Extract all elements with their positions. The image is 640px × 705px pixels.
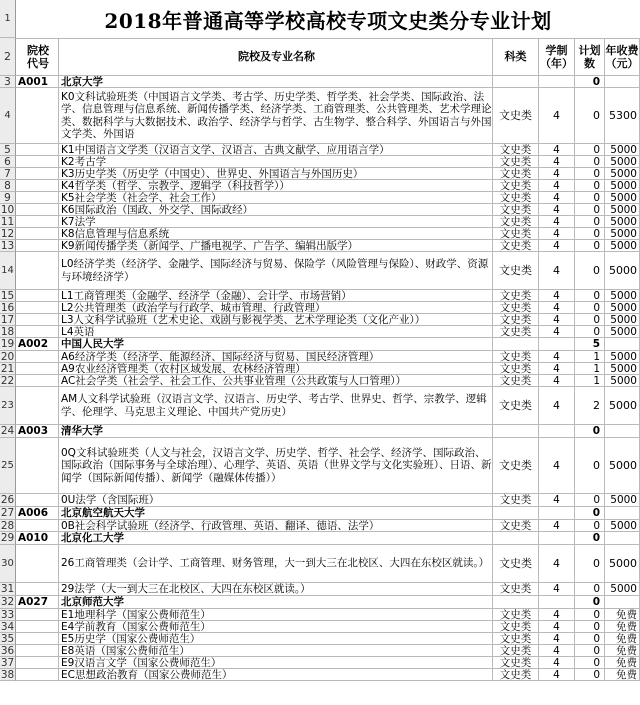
program-row	[0, 363, 640, 375]
row-number[interactable]: 11	[0, 216, 15, 228]
years: 4	[539, 314, 575, 326]
category: 文史类	[493, 88, 539, 144]
years: 4	[539, 204, 575, 216]
header-fee: 年收费 （元）	[605, 38, 640, 76]
program-name: K2考古学	[59, 156, 493, 168]
years: 4	[539, 438, 575, 494]
school-code	[16, 645, 59, 657]
row-number[interactable]: 23	[0, 387, 16, 425]
years: 4	[539, 228, 575, 240]
school-code: A002	[16, 338, 59, 351]
years: 4	[539, 545, 575, 583]
title-row	[0, 0, 640, 38]
program-row	[0, 314, 640, 326]
program-name: K8信息管理与信息系统	[59, 228, 493, 240]
program-name: 0U法学（含国际班）	[59, 494, 493, 507]
years: 4	[539, 363, 575, 375]
program-row	[0, 645, 640, 657]
school-code	[16, 633, 59, 645]
program-name: L0经济学类（经济学、金融学、国际经济与贸易、保险学（风险管理与保险）、财政学、资源与环境经济学）	[59, 252, 493, 290]
program-name: K6国际政治（国政、外交学、国际政经）	[59, 204, 493, 216]
row-number[interactable]: 37	[0, 657, 15, 669]
category: 文史类	[493, 204, 539, 216]
years: 4	[539, 621, 575, 633]
years: 4	[539, 351, 575, 363]
quota: 0	[575, 192, 605, 204]
row-number[interactable]: 20	[0, 351, 15, 363]
program-name: E9汉语言文学（国家公费师范生）	[59, 657, 493, 669]
category: 文史类	[493, 494, 539, 507]
category: 文史类	[493, 240, 539, 252]
university-row	[0, 532, 640, 545]
annual-fee: 5000	[605, 351, 640, 363]
row-number[interactable]: 32	[0, 596, 15, 608]
program-name: K5社会学类（社会学、社会工作）	[59, 192, 493, 204]
school-code	[16, 609, 59, 621]
annual-fee: 5000	[605, 180, 640, 192]
program-name: K3历史学类（历史学（中国史）、世界史、外国语言与外国历史）	[59, 168, 493, 180]
school-code	[16, 228, 59, 240]
school-code	[16, 375, 59, 387]
years: 4	[539, 645, 575, 657]
years: 4	[539, 326, 575, 338]
row-number[interactable]: 9	[0, 192, 16, 204]
school-code	[16, 192, 59, 204]
header-quota: 计划 数	[575, 38, 605, 76]
category: 文史类	[493, 168, 539, 180]
school-code	[16, 180, 59, 192]
years: 4	[539, 88, 575, 144]
annual-fee: 5000	[605, 545, 640, 583]
category	[493, 507, 539, 520]
years: 4	[539, 156, 575, 168]
quota: 0	[575, 596, 605, 609]
row-number[interactable]: 36	[0, 645, 15, 657]
row-number[interactable]: 1	[0, 0, 16, 38]
school-code	[16, 326, 59, 338]
category: 文史类	[493, 216, 539, 228]
school-code	[16, 545, 59, 583]
quota: 0	[575, 168, 605, 180]
quota: 0	[575, 645, 605, 657]
program-name: K0文科试验班类（中国语言文学类、考古学、历史学类、哲学类、社会学类、国际政治、法学、信息管理与信息系统、新闻传播学类、经济学类、工商管理类、公共管理类、艺术学理论类、数据科学与大数据技术、政治学、经济学与哲学、古生物学、整合科学、外国语言与外国文学类、外国语	[59, 88, 493, 144]
program-row	[0, 144, 640, 156]
quota: 0	[575, 494, 605, 507]
program-row	[0, 351, 640, 363]
program-row	[0, 216, 640, 228]
program-row	[0, 545, 640, 583]
school-code	[16, 144, 59, 156]
program-row	[0, 168, 640, 180]
category	[493, 338, 539, 351]
school-code	[16, 438, 59, 494]
annual-fee: 5000	[605, 494, 640, 507]
university-row	[0, 507, 640, 520]
years: 4	[539, 302, 575, 314]
annual-fee: 5000	[605, 290, 640, 302]
quota: 5	[575, 338, 605, 351]
category: 文史类	[493, 228, 539, 240]
category: 文史类	[493, 144, 539, 156]
program-row	[0, 180, 640, 192]
annual-fee: 5000	[605, 228, 640, 240]
category: 文史类	[493, 583, 539, 596]
row-number[interactable]: 10	[0, 204, 15, 216]
category	[493, 532, 539, 545]
school-code: A006	[16, 507, 59, 520]
program-name: L3人文科学试验班（艺术史论、戏剧与影视学类、艺术学理论类（文化产业））	[59, 314, 493, 326]
years: 4	[539, 375, 575, 387]
quota: 0	[575, 88, 605, 144]
annual-fee: 5000	[605, 192, 640, 204]
quota: 0	[575, 314, 605, 326]
header-years: 学制 （年）	[539, 38, 575, 76]
annual-fee: 5000	[605, 326, 640, 338]
quota: 0	[575, 532, 605, 545]
row-number[interactable]: 8	[0, 180, 16, 192]
annual-fee: 5000	[605, 314, 640, 326]
category: 文史类	[493, 609, 539, 621]
header-name: 院校及专业名称	[59, 38, 493, 76]
category: 文史类	[493, 314, 539, 326]
category: 文史类	[493, 621, 539, 633]
quota: 0	[575, 156, 605, 168]
annual-fee: 5000	[605, 240, 640, 252]
school-code	[16, 156, 59, 168]
years: 4	[539, 144, 575, 156]
annual-fee	[605, 596, 640, 609]
school-code	[16, 657, 59, 669]
program-name: 0B社会科学试验班（经济学、行政管理、英语、翻译、德语、法学）	[59, 520, 493, 532]
program-row	[0, 494, 640, 507]
program-name: 26工商管理类（会计学、工商管理、财务管理，大一到大三在北校区、大四在东校区就读。）	[59, 545, 493, 583]
years	[539, 532, 575, 545]
quota: 0	[575, 302, 605, 314]
annual-fee: 5000	[605, 363, 640, 375]
annual-fee: 5000	[605, 387, 640, 425]
program-name: E1地理科学（国家公费师范生）	[59, 609, 493, 621]
years: 4	[539, 192, 575, 204]
program-name: 北京大学	[59, 76, 493, 88]
school-code	[16, 494, 59, 507]
annual-fee: 5000	[605, 302, 640, 314]
university-row	[0, 425, 640, 438]
row-number[interactable]: 13	[0, 240, 15, 252]
years: 4	[539, 609, 575, 621]
program-name: AM人文科学试验班（汉语言文学、汉语言、历史学、考古学、世界史、哲学、宗教学、逻辑学、伦理学、马克思主义理论、中国共产党历史）	[59, 387, 493, 425]
quota: 0	[575, 240, 605, 252]
years: 4	[539, 252, 575, 290]
category: 文史类	[493, 302, 539, 314]
program-name: K1中国语言文学类（汉语言文学、汉语言、古典文献学、应用语言学）	[59, 144, 493, 156]
years	[539, 596, 575, 609]
row-number[interactable]: 15	[0, 290, 15, 302]
years: 4	[539, 290, 575, 302]
row-number[interactable]: 27	[0, 507, 15, 519]
school-code	[16, 387, 59, 425]
category	[493, 425, 539, 438]
years: 4	[539, 180, 575, 192]
school-code	[16, 290, 59, 302]
annual-fee: 5300	[605, 88, 640, 144]
years	[539, 425, 575, 438]
quota: 0	[575, 507, 605, 520]
years: 4	[539, 669, 575, 681]
row-number[interactable]: 4	[0, 88, 16, 144]
annual-fee	[605, 532, 640, 545]
category: 文史类	[493, 192, 539, 204]
program-row	[0, 192, 640, 204]
quota: 0	[575, 180, 605, 192]
years: 4	[539, 583, 575, 596]
category: 文史类	[493, 657, 539, 669]
annual-fee: 免费	[605, 645, 640, 657]
row-number[interactable]: 21	[0, 363, 15, 375]
row-number[interactable]: 2	[0, 38, 16, 76]
quota: 0	[575, 252, 605, 290]
program-name: L4英语	[59, 326, 493, 338]
program-row	[0, 240, 640, 252]
row-number[interactable]: 7	[0, 168, 16, 180]
annual-fee: 5000	[605, 156, 640, 168]
annual-fee: 5000	[605, 252, 640, 290]
quota: 1	[575, 375, 605, 387]
header-code: 院校 代号	[16, 38, 59, 76]
row-number[interactable]: 38	[0, 669, 15, 681]
program-row	[0, 88, 640, 144]
school-code	[16, 204, 59, 216]
years: 4	[539, 387, 575, 425]
years: 4	[539, 216, 575, 228]
row-number[interactable]: 25	[0, 438, 16, 494]
university-row	[0, 596, 640, 609]
years	[539, 507, 575, 520]
quota: 0	[575, 425, 605, 438]
years: 4	[539, 657, 575, 669]
program-name: E4学前教育（国家公费师范生）	[59, 621, 493, 633]
category: 文史类	[493, 520, 539, 532]
annual-fee	[605, 425, 640, 438]
annual-fee: 5000	[605, 375, 640, 387]
quota: 2	[575, 387, 605, 425]
sheet-title: 2018年普通高等学校高校专项文史类分专业计划	[16, 0, 640, 39]
school-code	[16, 240, 59, 252]
category: 文史类	[493, 351, 539, 363]
school-code	[16, 314, 59, 326]
category: 文史类	[493, 669, 539, 681]
row-number[interactable]: 29	[0, 532, 15, 544]
quota: 0	[575, 290, 605, 302]
program-row	[0, 669, 640, 681]
years: 4	[539, 633, 575, 645]
program-row	[0, 609, 640, 621]
university-row	[0, 338, 640, 351]
category: 文史类	[493, 633, 539, 645]
annual-fee: 5000	[605, 520, 640, 532]
row-number[interactable]: 14	[0, 252, 16, 290]
program-name: EC思想政治教育（国家公费师范生）	[59, 669, 493, 681]
university-row	[0, 76, 640, 88]
quota: 1	[575, 351, 605, 363]
years: 4	[539, 168, 575, 180]
school-code	[16, 252, 59, 290]
row-number[interactable]: 30	[0, 545, 16, 583]
quota: 0	[575, 609, 605, 621]
row-number[interactable]: 17	[0, 314, 15, 326]
category: 文史类	[493, 545, 539, 583]
program-name: K4哲学类（哲学、宗教学、逻辑学（科技哲学））	[59, 180, 493, 192]
category	[493, 596, 539, 609]
program-name: 北京师范大学	[59, 596, 493, 609]
annual-fee: 5000	[605, 168, 640, 180]
row-number[interactable]: 31	[0, 583, 15, 595]
row-number[interactable]: 34	[0, 621, 15, 633]
school-code	[16, 583, 59, 596]
program-name: 中国人民大学	[59, 338, 493, 351]
quota: 0	[575, 216, 605, 228]
category: 文史类	[493, 252, 539, 290]
category: 文史类	[493, 326, 539, 338]
row-number[interactable]: 3	[0, 76, 16, 88]
category: 文史类	[493, 645, 539, 657]
row-number[interactable]: 22	[0, 375, 15, 387]
program-row	[0, 290, 640, 302]
program-name: AC社会学类（社会学、社会工作、公共事业管理（公共政策与人口管理））	[59, 375, 493, 387]
annual-fee: 5000	[605, 438, 640, 494]
program-row	[0, 375, 640, 387]
program-name: L1工商管理类（金融学、经济学（金融）、会计学、市场营销）	[59, 290, 493, 302]
row-number[interactable]: 19	[0, 338, 15, 350]
program-row	[0, 302, 640, 314]
quota: 0	[575, 204, 605, 216]
quota: 0	[575, 669, 605, 681]
school-code: A003	[16, 425, 59, 438]
program-row	[0, 520, 640, 532]
years	[539, 76, 575, 88]
annual-fee: 免费	[605, 633, 640, 645]
school-code	[16, 363, 59, 375]
row-number[interactable]: 28	[0, 520, 15, 532]
quota: 0	[575, 144, 605, 156]
row-number[interactable]: 35	[0, 633, 15, 645]
school-code	[16, 520, 59, 532]
category: 文史类	[493, 290, 539, 302]
program-row	[0, 326, 640, 338]
program-name: K9新闻传播学类（新闻学、广播电视学、广告学、编辑出版学）	[59, 240, 493, 252]
header-row	[0, 38, 640, 76]
program-name: 0Q文科试验班类（人文与社会，汉语言文学、历史学、哲学、社会学、经济学、国际政治、国际政治（国际事务与全球治理）、心理学、英语、英语（世界文学与文化实验班）、日语、新闻学（国际新闻传播）、新闻学（融媒体传播））	[59, 438, 493, 494]
category: 文史类	[493, 375, 539, 387]
school-code	[16, 351, 59, 363]
annual-fee: 免费	[605, 669, 640, 681]
school-code: A010	[16, 532, 59, 545]
annual-fee: 5000	[605, 144, 640, 156]
quota: 0	[575, 76, 605, 88]
category: 文史类	[493, 438, 539, 494]
school-code	[16, 88, 59, 144]
years	[539, 338, 575, 351]
school-code	[16, 621, 59, 633]
program-row	[0, 583, 640, 596]
row-number[interactable]: 12	[0, 228, 15, 240]
quota: 0	[575, 438, 605, 494]
program-row	[0, 633, 640, 645]
program-row	[0, 252, 640, 290]
category: 文史类	[493, 387, 539, 425]
row-number[interactable]: 18	[0, 326, 15, 338]
quota: 0	[575, 633, 605, 645]
row-number[interactable]: 5	[0, 144, 16, 156]
annual-fee: 5000	[605, 583, 640, 596]
quota: 0	[575, 326, 605, 338]
header-type: 科类	[493, 38, 539, 76]
school-code	[16, 216, 59, 228]
school-code	[16, 302, 59, 314]
years: 4	[539, 240, 575, 252]
years: 4	[539, 494, 575, 507]
program-row	[0, 621, 640, 633]
quota: 0	[575, 545, 605, 583]
category: 文史类	[493, 156, 539, 168]
annual-fee: 5000	[605, 216, 640, 228]
annual-fee: 免费	[605, 657, 640, 669]
program-name: A6经济学类（经济学、能源经济、国际经济与贸易、国民经济管理）	[59, 351, 493, 363]
category: 文史类	[493, 363, 539, 375]
program-name: 29法学（大一到大三在北校区、大四在东校区就读。）	[59, 583, 493, 596]
annual-fee: 免费	[605, 621, 640, 633]
years: 4	[539, 520, 575, 532]
school-code	[16, 168, 59, 180]
row-number[interactable]: 33	[0, 609, 15, 621]
program-name: 北京航空航天大学	[59, 507, 493, 520]
annual-fee	[605, 76, 640, 88]
annual-fee	[605, 507, 640, 520]
quota: 0	[575, 520, 605, 532]
school-code: A027	[16, 596, 59, 609]
row-number[interactable]: 24	[0, 425, 15, 437]
program-name: K7法学	[59, 216, 493, 228]
category	[493, 76, 539, 88]
quota: 0	[575, 228, 605, 240]
program-name: 清华大学	[59, 425, 493, 438]
program-name: E8英语（国家公费师范生）	[59, 645, 493, 657]
annual-fee: 5000	[605, 204, 640, 216]
program-row	[0, 228, 640, 240]
school-code	[16, 669, 59, 681]
quota: 0	[575, 583, 605, 596]
row-number[interactable]: 6	[0, 156, 16, 168]
program-name: L2公共管理类（政治学与行政学、城市管理、行政管理）	[59, 302, 493, 314]
program-name: A9农业经济管理类（农村区域发展、农林经济管理）	[59, 363, 493, 375]
program-row	[0, 156, 640, 168]
program-row	[0, 657, 640, 669]
school-code: A001	[16, 76, 59, 88]
program-name: E5历史学（国家公费师范生）	[59, 633, 493, 645]
annual-fee	[605, 338, 640, 351]
quota: 0	[575, 657, 605, 669]
quota: 0	[575, 621, 605, 633]
row-number[interactable]: 16	[0, 302, 15, 314]
program-row	[0, 204, 640, 216]
program-row	[0, 387, 640, 425]
program-name: 北京化工大学	[59, 532, 493, 545]
program-row	[0, 438, 640, 494]
annual-fee: 免费	[605, 609, 640, 621]
quota: 1	[575, 363, 605, 375]
category: 文史类	[493, 180, 539, 192]
row-number[interactable]: 26	[0, 494, 15, 506]
